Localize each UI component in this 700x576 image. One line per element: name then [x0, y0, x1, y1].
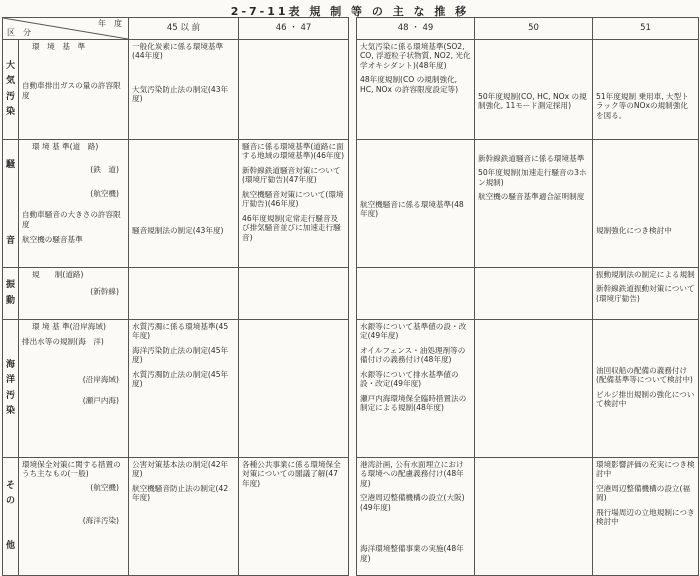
- c51-vibration: 振動規制法の制定による規制 新幹線鉄道振動対策について(環境庁勧告): [593, 268, 699, 320]
- category-vibration: 振 動: [3, 268, 19, 320]
- items-air: 環 境 基 準 自動車排出ガスの量の許容限度: [19, 40, 129, 140]
- col-header-48: 48 ・ 49: [357, 18, 475, 40]
- items-noise: 環 境 基 準(道 路) (鉄 道) (航空機) 自動車騒音の大きさの許容限度 航空機の騒音基準: [19, 140, 129, 268]
- c51-ocean: 油回収船の配備の義務付け(配備基準等について検討中) ビルジ排出規制の強化について検討中: [593, 320, 699, 458]
- category-other: そ の 他: [3, 458, 19, 576]
- items-other: 環境保全対策に関する措置のうち主なもの(一般) (航空機) (海洋汚染): [19, 458, 129, 576]
- row-air: [3, 40, 699, 140]
- c50-noise: 新幹線鉄道騒音に係る環境基準 50年度規制(加速走行騒音の3ホン規制) 航空機の騒音基準適合証明制度: [475, 140, 593, 268]
- row-ocean: [3, 320, 699, 458]
- table-title: 2-7-11表 規 制 等 の 主 な 推 移: [230, 5, 470, 18]
- col-header-51: 51: [593, 18, 699, 40]
- c45-noise: 騒音規制法の制定(43年度): [129, 140, 239, 268]
- c46-noise: 騒音に係る環境基準(道路に面する地域の環境基準)(46年度) 新幹線鉄道騒音対策について(環境庁勧告)(47年度) 航空機騒音対策について(環境庁勧告)(46年度) 46年度規制(定常走行騒音及び排気騒音並びに加速走行騒音): [239, 140, 349, 268]
- c46-other: 各種公共事業に係る環境保全対策についての閣議了解(47年度): [239, 458, 349, 576]
- c48-air: 大気汚染に係る環境基準(SO2, CO, 浮遊粒子状物質, NO2, 光化学オキシダント)(48年度) 48年度規制(CO の規制強化, HC, NOx の許容限度設定等): [357, 40, 475, 140]
- category-air: 大 気 汚 染: [3, 40, 19, 140]
- c45-ocean: 水質汚濁に係る環境基準(45年度) 海洋汚染防止法の制定(45年度) 水質汚濁防止法の制定(45年度): [129, 320, 239, 458]
- regulation-table: [2, 17, 699, 576]
- row-noise: [3, 140, 699, 268]
- category-noise: 騒 音: [3, 140, 19, 268]
- corner-cell: [3, 18, 129, 40]
- col-header-46: 46 ・ 47: [239, 18, 349, 40]
- col-header-45: 45 以 前: [129, 18, 239, 40]
- c45-air: 一般化炭素に係る環境基準(44年度) 大気汚染防止法の制定(43年度): [129, 40, 239, 140]
- c45-other: 公害対策基本法の制定(42年度) 航空機騒音防止法の制定(42年度): [129, 458, 239, 576]
- c48-other: 港湾計画, 公有水面埋立における環境への配慮義務付け(48年度) 空港周辺整備機構の設立(大阪)(49年度) 海洋環境整備事業の実施(48年度): [357, 458, 475, 576]
- kubun-label: 区 分: [7, 28, 31, 37]
- col-header-50: 50: [475, 18, 593, 40]
- c48-noise: 航空機騒音に係る環境基準(48年度): [357, 140, 475, 268]
- gap-cell: [349, 18, 357, 40]
- c51-other: 環境影響評価の充実につき検討中 空港周辺整備機構の設立(福岡) 飛行場周辺の立地規制につき検討中: [593, 458, 699, 576]
- row-vibration: [3, 268, 699, 320]
- c51-noise: 規制強化につき検討中: [593, 140, 699, 268]
- c50-air: 50年度規制(CO, HC, NOx の規制強化, 11モード測定採用): [475, 40, 593, 140]
- c48-ocean: 水銀等について基準値の設・改定(49年度) オイルフェンス・油処理剤等の備付けの義務付け(48年度) 水銀等について排水基準値の設・改定(49年度) 瀬戸内海環境保全臨時措置法の制定による規制(48年度): [357, 320, 475, 458]
- nendo-label: 年 度: [98, 19, 122, 28]
- items-vibration: 規 制(道路) (新幹線): [19, 268, 129, 320]
- header-row: [3, 18, 699, 40]
- c46-air: [239, 40, 349, 140]
- row-other: [3, 458, 699, 576]
- c51-air: 51年度規制 乗用車, 大型トラック等のNOxの規制強化を図る。: [593, 40, 699, 140]
- items-ocean: 環 境 基 準(沿岸海域) 排出水等の規制(海 洋) (沿岸海域) (瀬戸内海): [19, 320, 129, 458]
- category-ocean: 海 洋 汚 染: [3, 320, 19, 458]
